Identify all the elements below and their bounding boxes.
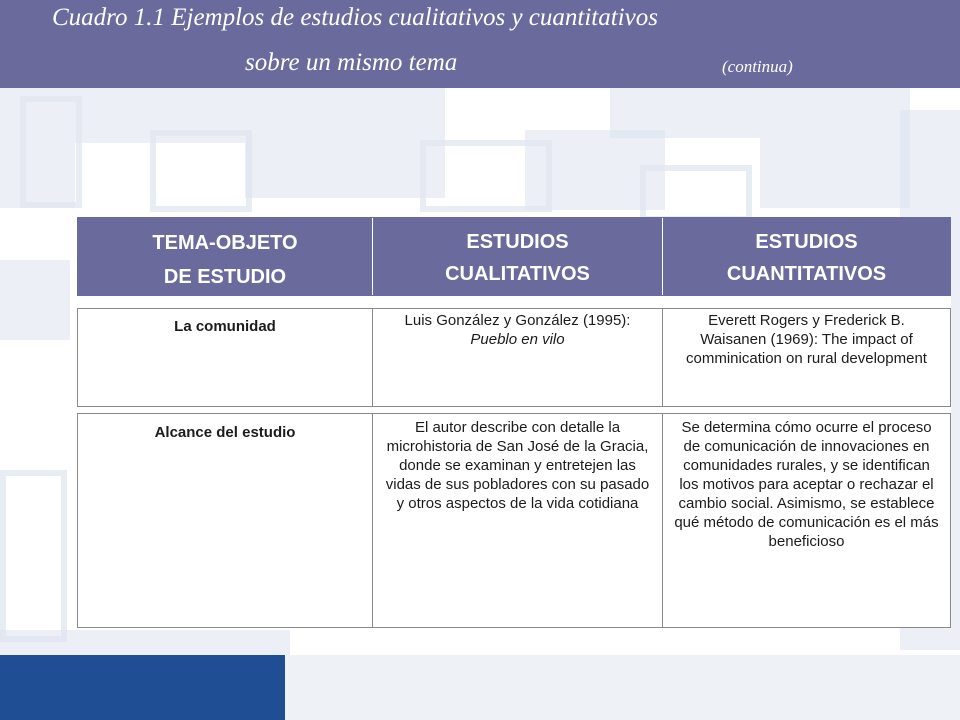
column-header-quantitative-line-1: ESTUDIOS [755, 231, 858, 253]
column-header-topic [78, 218, 372, 295]
qualitative-cell [372, 309, 662, 406]
comparison-table [77, 217, 951, 628]
background-block [245, 88, 445, 198]
background-frame [0, 470, 67, 642]
background-block [0, 630, 290, 655]
title-line-2: sobre un mismo tema [245, 49, 458, 76]
background-block [610, 88, 760, 138]
continued-label: (continua) [722, 57, 793, 76]
table-row [77, 308, 951, 407]
row-label: La comunidad [174, 318, 276, 335]
background-frame [420, 140, 552, 212]
table-row [77, 413, 951, 628]
column-header-topic-line-1: TEMA-OBJETO [152, 232, 298, 254]
background-frame [640, 165, 752, 222]
table-header-row [77, 217, 951, 296]
row-label: Alcance del estudio [154, 424, 296, 441]
quantitative-cell: Everett Rogers y Frederick B. Waisanen (1969): The impact of comminication on rural development [662, 309, 950, 406]
column-header-quantitative [662, 218, 950, 295]
title-banner [0, 0, 960, 88]
background-frame [150, 130, 252, 212]
column-header-qualitative [372, 218, 662, 295]
background-frame [20, 96, 82, 208]
accent-bar [0, 655, 285, 720]
footer-background [285, 655, 960, 720]
qualitative-authors: Luis González y González (1995): [404, 312, 631, 329]
column-header-qualitative-line-1: ESTUDIOS [466, 231, 569, 253]
background-block [0, 260, 70, 340]
title-line-1: Cuadro 1.1 Ejemplos de estudios cualitativos y cuantitativos [52, 4, 658, 31]
quantitative-cell: Se determina cómo ocurre el proceso de comunicación de innovaciones en comunidades rurales, y se identifican los motivos para aceptar o rechazar el cambio social. Asimismo, se establece qué método de comunicación es el más beneficioso [662, 414, 950, 627]
background-block [760, 88, 910, 208]
column-header-quantitative-line-2: CUANTITATIVOS [726, 263, 887, 285]
qualitative-cell: El autor describe con detalle la microhistoria de San José de la Gracia, donde se examinan y entretejen las vidas de sus pobladores con su pasado y otros aspectos de la vida cotidiana [372, 414, 662, 627]
column-header-qualitative-line-2: CUALITATIVOS [445, 263, 590, 285]
column-header-topic-line-2: DE ESTUDIO [163, 266, 287, 288]
qualitative-book-title: Pueblo en vilo [470, 331, 565, 348]
